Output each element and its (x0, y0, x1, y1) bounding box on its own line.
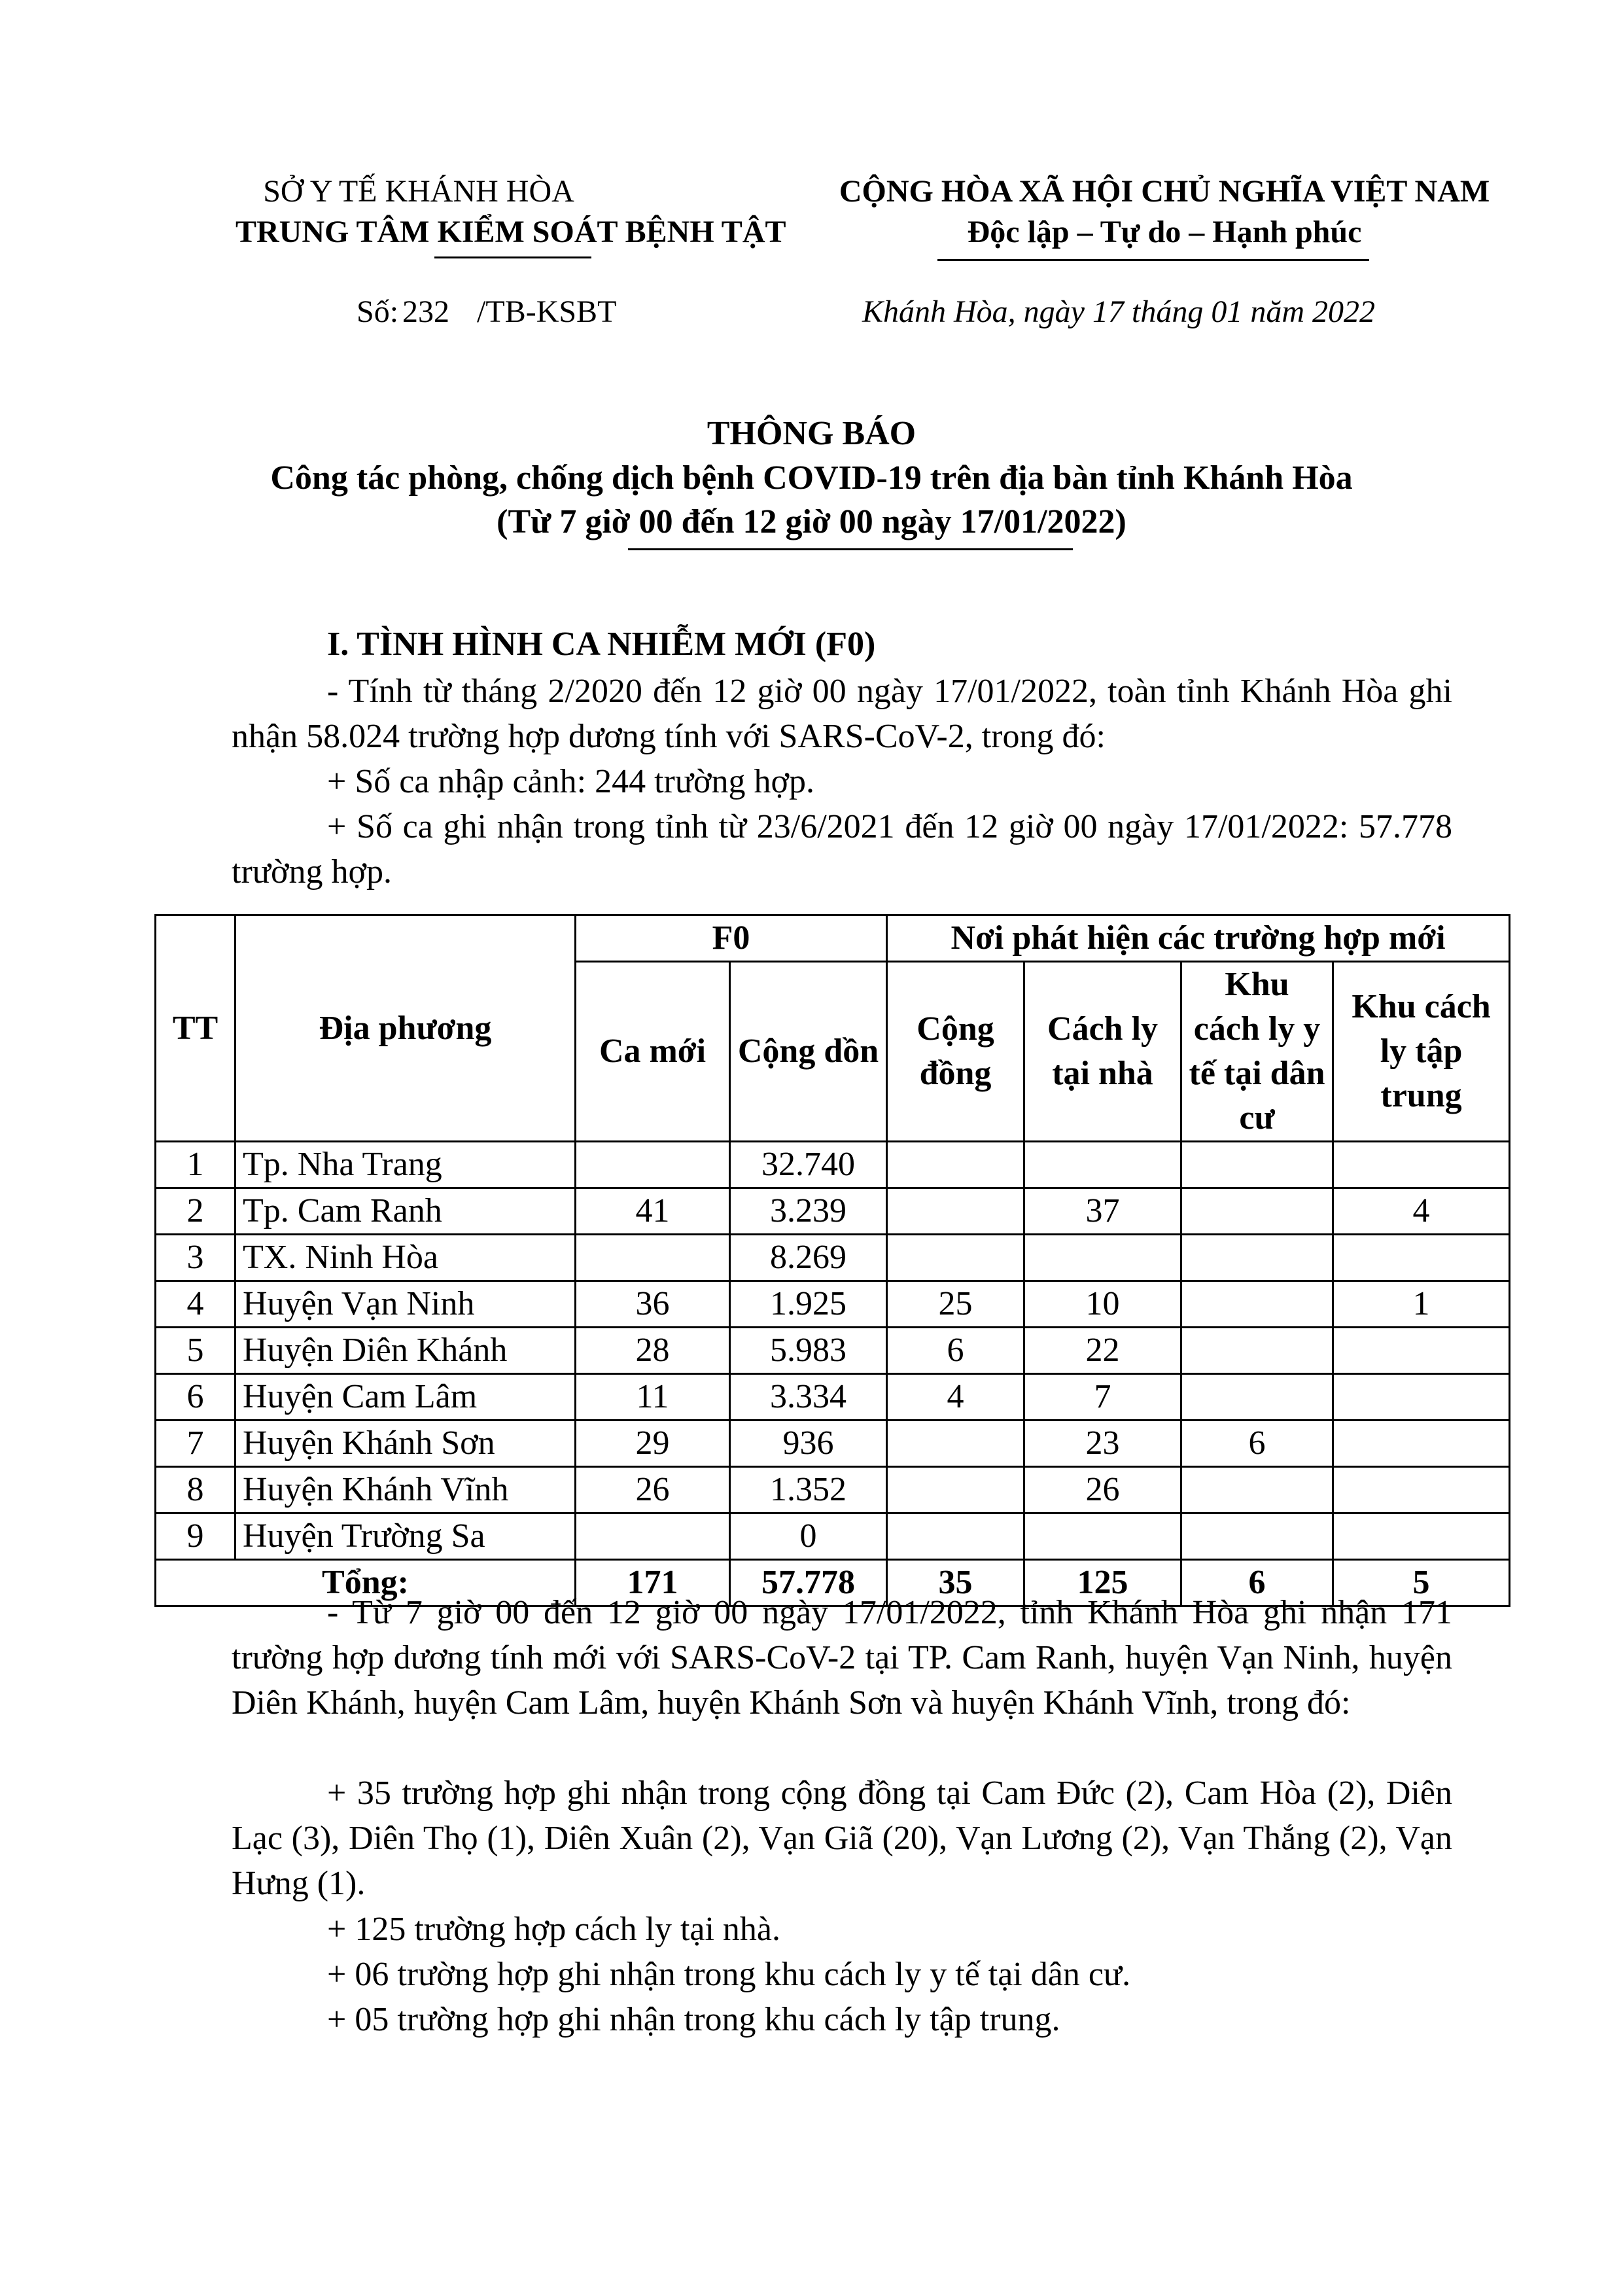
cell-home: 26 (1024, 1467, 1181, 1513)
notice-title: THÔNG BÁO (707, 415, 916, 452)
table-row (156, 1281, 1510, 1328)
doc-number-prefix: Số: (357, 294, 399, 329)
cell-residential (1181, 1188, 1333, 1235)
cell-central: 1 (1333, 1281, 1510, 1328)
table-row (156, 1328, 1510, 1374)
cell-home: 22 (1024, 1328, 1181, 1374)
table-row (156, 1188, 1510, 1235)
cell-home (1024, 1513, 1181, 1560)
agency-underline (434, 256, 591, 258)
cell-central (1333, 1235, 1510, 1281)
total-label: Tổng: (156, 1560, 576, 1606)
cell-locality: Huyện Trường Sa (236, 1513, 576, 1560)
table-row (156, 1421, 1510, 1467)
cell-central (1333, 1374, 1510, 1421)
cell-new (576, 1235, 730, 1281)
cell-cum: 936 (730, 1421, 887, 1467)
col-header-locality: Địa phương (236, 915, 576, 1142)
cell-locality: Huyện Khánh Sơn (236, 1421, 576, 1467)
paragraph-community: + 35 trường hợp ghi nhận trong cộng đồng tại Cam Đức (2), Cam Hòa (2), Diên Lạc (3), Diên Thọ (1), Diên Xuân (2), Vạn Giã (20), Vạn Lương (2), Vạn Thắng (2), Vạn Hưng (1). (232, 1775, 1452, 1902)
col-header-new-cases: Ca mới (576, 962, 730, 1142)
cell-tt: 1 (156, 1142, 236, 1188)
col-header-cumulative: Cộng dồn (730, 962, 887, 1142)
table-row (156, 1374, 1510, 1421)
total-residential: 6 (1181, 1560, 1333, 1606)
cell-tt: 8 (156, 1467, 236, 1513)
cell-cum: 5.983 (730, 1328, 887, 1374)
table-row (156, 1513, 1510, 1560)
cell-locality: Tp. Cam Ranh (236, 1188, 576, 1235)
cell-community (887, 1467, 1024, 1513)
cell-locality: Huyện Vạn Ninh (236, 1281, 576, 1328)
doc-number (357, 292, 616, 332)
cell-tt: 2 (156, 1188, 236, 1235)
cell-cum: 0 (730, 1513, 887, 1560)
cell-tt: 5 (156, 1328, 236, 1374)
cell-cum: 3.239 (730, 1188, 887, 1235)
motto-underline (937, 259, 1369, 261)
title-underline (628, 548, 1073, 550)
cell-central (1333, 1142, 1510, 1188)
col-header-home-isolation: Cách ly tại nhà (1024, 962, 1181, 1142)
cell-community (887, 1235, 1024, 1281)
col-header-tt: TT (156, 915, 236, 1142)
cell-residential (1181, 1467, 1333, 1513)
cell-cum: 3.334 (730, 1374, 887, 1421)
cell-home: 37 (1024, 1188, 1181, 1235)
notice-subject: Công tác phòng, chống dịch bệnh COVID-19 trên địa bàn tỉnh Khánh Hòa (270, 459, 1353, 497)
cell-tt: 4 (156, 1281, 236, 1328)
cell-cum: 8.269 (730, 1235, 887, 1281)
doc-number-suffix: /TB-KSBT (477, 294, 617, 329)
notice-period: (Từ 7 giờ 00 đến 12 giờ 00 ngày 17/01/2022) (497, 503, 1126, 540)
cell-community (887, 1188, 1024, 1235)
cell-tt: 7 (156, 1421, 236, 1467)
cell-locality: TX. Ninh Hòa (236, 1235, 576, 1281)
cell-new: 36 (576, 1281, 730, 1328)
paragraph-new-cases: - Từ 7 giờ 00 đến 12 giờ 00 ngày 17/01/2022, tỉnh Khánh Hòa ghi nhận 171 trường hợp dương tính mới với SARS-CoV-2 tại TP. Cam Ranh, huyện Vạn Ninh, huyện Diên Khánh, huyện Cam Lâm, huyện Khánh Sơn và huyện Khánh Vĩnh, trong đó: (232, 1594, 1452, 1722)
cell-tt: 9 (156, 1513, 236, 1560)
cell-residential (1181, 1235, 1333, 1281)
cell-community (887, 1421, 1024, 1467)
cell-community: 25 (887, 1281, 1024, 1328)
section-heading: I. TÌNH HÌNH CA NHIỄM MỚI (F0) (327, 626, 876, 663)
national-motto: Độc lập – Tự do – Hạnh phúc (967, 215, 1362, 249)
national-title: CỘNG HÒA XÃ HỘI CHỦ NGHĨA VIỆT NAM (839, 174, 1490, 209)
cell-central (1333, 1421, 1510, 1467)
paragraph-residential: + 06 trường hợp ghi nhận trong khu cách ly y tế tại dân cư. (327, 1956, 1131, 1993)
cell-community (887, 1513, 1024, 1560)
cell-cum: 1.925 (730, 1281, 887, 1328)
paragraph-central: + 05 trường hợp ghi nhận trong khu cách ly tập trung. (327, 2001, 1060, 2038)
cell-cum: 1.352 (730, 1467, 887, 1513)
table-row (156, 1467, 1510, 1513)
total-community: 35 (887, 1560, 1024, 1606)
agency-unit: TRUNG TÂM KIỂM SOÁT BỆNH TẬT (236, 215, 786, 249)
cell-residential (1181, 1513, 1333, 1560)
total-central: 5 (1333, 1560, 1510, 1606)
cell-new: 29 (576, 1421, 730, 1467)
cell-home (1024, 1235, 1181, 1281)
place-date: Khánh Hòa, ngày 17 tháng 01 năm 2022 (862, 294, 1375, 329)
table-row (156, 1235, 1510, 1281)
doc-number-value: 232 (402, 294, 450, 329)
paragraph-total-cases: - Tính từ tháng 2/2020 đến 12 giờ 00 ngày 17/01/2022, toàn tỉnh Khánh Hòa ghi nhận 58.024 trường hợp dương tính với SARS-CoV-2, trong đó: (232, 673, 1452, 755)
cell-community: 4 (887, 1374, 1024, 1421)
total-home: 125 (1024, 1560, 1181, 1606)
cell-residential (1181, 1142, 1333, 1188)
cell-residential (1181, 1374, 1333, 1421)
cell-cum: 32.740 (730, 1142, 887, 1188)
cell-new: 26 (576, 1467, 730, 1513)
cell-new (576, 1142, 730, 1188)
cell-home (1024, 1142, 1181, 1188)
cell-central (1333, 1467, 1510, 1513)
cell-home: 23 (1024, 1421, 1181, 1467)
cell-residential: 6 (1181, 1421, 1333, 1467)
cell-locality: Huyện Khánh Vĩnh (236, 1467, 576, 1513)
agency-name: SỞ Y TẾ KHÁNH HÒA (263, 174, 574, 209)
paragraph-imported: + Số ca nhập cảnh: 244 trường hợp. (327, 763, 815, 800)
cell-tt: 6 (156, 1374, 236, 1421)
col-header-residential-quarantine: Khu cách ly y tế tại dân cư (1181, 962, 1333, 1142)
cell-locality: Huyện Diên Khánh (236, 1328, 576, 1374)
total-cumulative: 57.778 (730, 1560, 887, 1606)
paragraph-domestic: + Số ca ghi nhận trong tỉnh từ 23/6/2021 đến 12 giờ 00 ngày 17/01/2022: 57.778 trường hợp. (232, 808, 1452, 891)
cell-residential (1181, 1281, 1333, 1328)
col-header-community: Cộng đồng (887, 962, 1024, 1142)
cell-community: 6 (887, 1328, 1024, 1374)
cell-home: 7 (1024, 1374, 1181, 1421)
cell-residential (1181, 1328, 1333, 1374)
col-header-f0: F0 (576, 915, 887, 962)
f0-table (154, 914, 1510, 1607)
col-header-new-places: Nơi phát hiện các trường hợp mới (887, 915, 1510, 962)
cell-new: 11 (576, 1374, 730, 1421)
paragraph-home: + 125 trường hợp cách ly tại nhà. (327, 1911, 781, 1948)
cell-new: 28 (576, 1328, 730, 1374)
cell-central (1333, 1513, 1510, 1560)
col-header-central-quarantine: Khu cách ly tập trung (1333, 962, 1510, 1142)
cell-home: 10 (1024, 1281, 1181, 1328)
cell-tt: 3 (156, 1235, 236, 1281)
cell-community (887, 1142, 1024, 1188)
total-new: 171 (576, 1560, 730, 1606)
cell-new (576, 1513, 730, 1560)
cell-central: 4 (1333, 1188, 1510, 1235)
cell-central (1333, 1328, 1510, 1374)
cell-locality: Tp. Nha Trang (236, 1142, 576, 1188)
cell-locality: Huyện Cam Lâm (236, 1374, 576, 1421)
table-row (156, 1142, 1510, 1188)
cell-new: 41 (576, 1188, 730, 1235)
